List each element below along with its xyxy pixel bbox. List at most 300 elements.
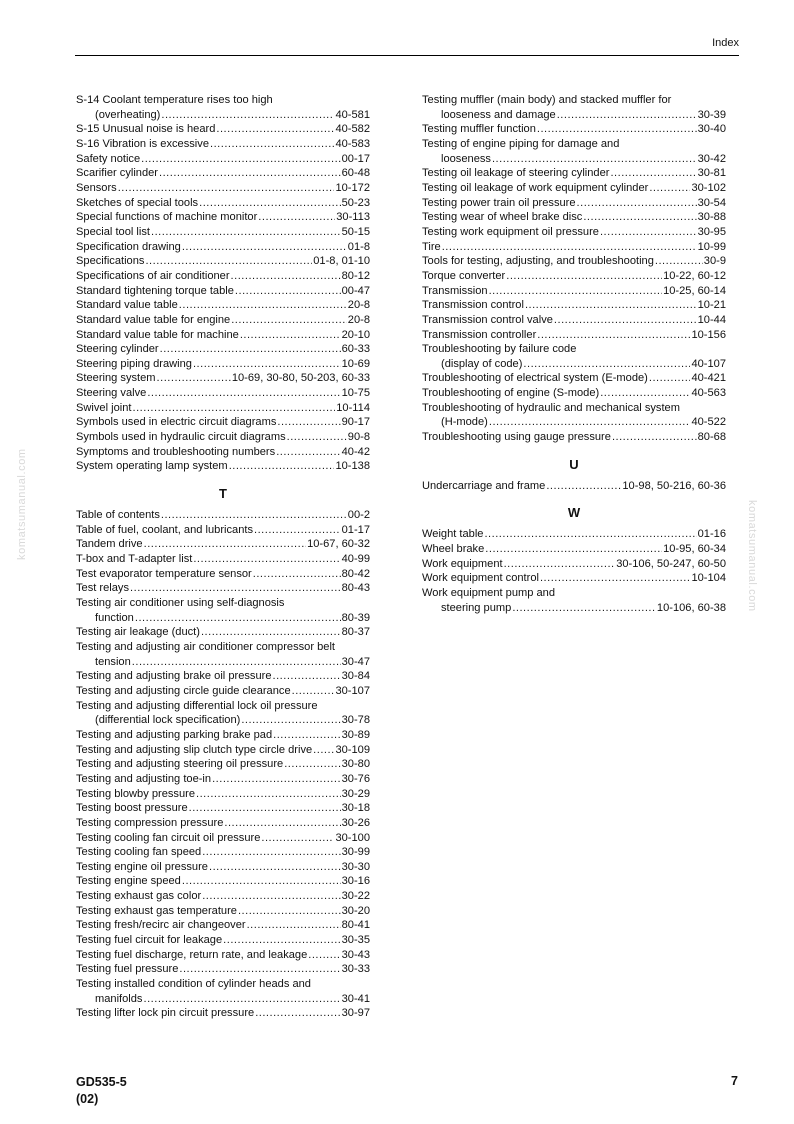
dot-leader [157, 371, 231, 386]
index-entry [422, 586, 726, 615]
index-entry [76, 240, 370, 255]
index-entry-title: Weight table [422, 528, 484, 541]
index-entry [76, 581, 370, 596]
dot-leader [284, 757, 340, 772]
dot-leader [147, 386, 340, 401]
dot-leader [199, 196, 341, 211]
index-entry-line [76, 313, 370, 328]
dot-leader [202, 845, 340, 860]
index-entry-title: Sensors [76, 181, 117, 194]
index-entry-page: 10-21 [697, 299, 726, 312]
index-group-s [76, 93, 370, 474]
dot-leader [159, 166, 341, 181]
index-entry-title: Standard tightening torque table [76, 284, 234, 297]
index-entry-page: 20-10 [341, 328, 370, 341]
index-entry [76, 298, 370, 313]
index-entry-page: 30-35 [341, 934, 370, 947]
index-entry-title: Symbols used in electric circuit diagrams [76, 416, 277, 429]
index-entry [76, 166, 370, 181]
index-entry-title: S-16 Vibration is excessive [76, 137, 209, 150]
index-entry-title: Standard value table [76, 299, 178, 312]
index-entry [76, 640, 370, 669]
index-entry-page: 30-95 [697, 225, 726, 238]
index-entry-line [76, 166, 370, 181]
index-entry-page: 30-113 [336, 211, 370, 224]
index-entry-line [76, 137, 370, 152]
index-entry [76, 284, 370, 299]
index-entry-title: Testing boost pressure [76, 802, 188, 815]
index-entry-line [76, 713, 370, 728]
dot-leader [489, 284, 663, 299]
index-entry-title: function [95, 611, 134, 624]
dot-leader [253, 567, 341, 582]
index-entry-page: 10-104 [691, 572, 726, 585]
index-entry-title: Testing exhaust gas color [76, 890, 202, 903]
index-entry-line [76, 108, 370, 123]
index-entry-line [422, 415, 726, 430]
index-entry [76, 254, 370, 269]
index-entry-page: 01-17 [341, 523, 370, 536]
index-entry-title: (differential lock specification) [95, 714, 241, 727]
index-entry-page: 30-99 [341, 846, 370, 859]
index-entry-line [76, 523, 370, 538]
index-entry [422, 479, 726, 494]
index-entry-page: 20-8 [347, 313, 370, 326]
index-entry-title: (overheating) [95, 108, 161, 121]
index-entry-title: Testing compression pressure [76, 816, 224, 829]
index-entry [422, 298, 726, 313]
index-entry-title: Testing muffler function [422, 123, 536, 136]
index-entry-page: 10-69 [341, 357, 370, 370]
dot-leader [118, 181, 335, 196]
dot-leader [537, 122, 697, 137]
dot-leader [160, 342, 341, 357]
index-entry-line [76, 210, 370, 225]
index-entry [422, 557, 726, 572]
index-entry-line [422, 196, 726, 211]
index-entry-line [422, 601, 726, 616]
dot-leader [141, 152, 340, 167]
index-entry [422, 571, 726, 586]
index-entry-page: 40-583 [335, 137, 370, 150]
index-entry-line [76, 445, 370, 460]
dot-leader [229, 459, 335, 474]
index-entry-title: Undercarriage and frame [422, 479, 546, 492]
index-entry [422, 181, 726, 196]
index-entry [76, 552, 370, 567]
index-entry-line [76, 787, 370, 802]
index-entry-title: S-15 Unusual noise is heard [76, 123, 216, 136]
index-entry [76, 977, 370, 1006]
index-entry-title: Testing and adjusting toe-in [76, 772, 212, 785]
index-entry-title: Troubleshooting using gauge pressure [422, 431, 611, 444]
dot-leader [161, 508, 347, 523]
index-entry-page: 80-42 [341, 567, 370, 580]
index-entry [422, 430, 726, 445]
index-entry-page: 30-42 [697, 152, 726, 165]
index-entry-heading-line: Testing of engine piping for damage and [422, 137, 620, 150]
index-entry-line [76, 328, 370, 343]
index-entry-line [76, 655, 370, 670]
index-entry [422, 196, 726, 211]
watermark-right: komatsumanual.com [746, 500, 758, 612]
index-group-t-continued [422, 93, 726, 445]
dot-leader [209, 860, 341, 875]
footer-page-number: 7 [731, 1074, 738, 1088]
index-entry-heading-line: Work equipment pump and [422, 587, 555, 600]
index-entry [76, 225, 370, 240]
index-entry-line [76, 357, 370, 372]
index-entry [422, 240, 726, 255]
index-group-t [76, 508, 370, 1021]
index-entry-title: Testing and adjusting slip clutch type circle drive [76, 743, 313, 756]
index-entry-title: Transmission controller [422, 328, 537, 341]
dot-leader [484, 527, 696, 542]
index-entry-page: 30-18 [341, 802, 370, 815]
index-entry-line [76, 342, 370, 357]
index-entry [76, 728, 370, 743]
index-entry-title: Testing engine speed [76, 875, 181, 888]
index-entry-title: Testing fuel discharge, return rate, and leakage [76, 948, 308, 961]
index-entry-title: Transmission control valve [422, 313, 553, 326]
index-entry-title: Testing fuel pressure [76, 963, 179, 976]
index-entry [422, 313, 726, 328]
index-entry [76, 371, 370, 386]
index-entry-heading-line: S-14 Coolant temperature rises too high [76, 94, 273, 106]
index-entry-title: Testing and adjusting circle guide clearance [76, 684, 291, 697]
index-entry-page: 40-563 [691, 387, 726, 400]
index-entry-page: 60-48 [341, 167, 370, 180]
index-entry-line [422, 108, 726, 123]
dot-leader [193, 552, 340, 567]
dot-leader [202, 889, 340, 904]
header-section-label: Index [712, 37, 739, 49]
index-group-u [422, 479, 726, 494]
dot-leader [182, 874, 341, 889]
index-entry-page: 01-16 [697, 528, 726, 541]
index-entry-page: 40-522 [691, 416, 726, 429]
index-entry-line [76, 611, 370, 626]
footer-model [76, 1074, 127, 1108]
index-entry-title: Table of contents [76, 509, 160, 522]
index-entry [76, 918, 370, 933]
index-entry-page: 90-8 [347, 431, 370, 444]
index-entry-title: Testing cooling fan circuit oil pressure [76, 831, 261, 844]
index-entry-line [76, 152, 370, 167]
index-entry-title: Table of fuel, coolant, and lubricants [76, 523, 253, 536]
index-entry-line [76, 225, 370, 240]
dot-leader [485, 542, 662, 557]
dot-leader [201, 625, 341, 640]
index-entry-title: looseness and damage [441, 108, 556, 121]
dot-leader [212, 772, 341, 787]
dot-leader [210, 137, 334, 152]
index-entry [76, 801, 370, 816]
index-entry-title: Testing blowby pressure [76, 787, 196, 800]
index-entry [76, 567, 370, 582]
index-entry-line [76, 669, 370, 684]
index-entry-page: 10-99 [697, 240, 726, 253]
index-entry-title: Symbols used in hydraulic circuit diagrams [76, 431, 286, 444]
index-entry [76, 328, 370, 343]
index-entry-line [422, 152, 726, 167]
index-entry-page: 80-41 [341, 919, 370, 932]
index-entry-title: Wheel brake [422, 543, 485, 556]
index-entry-line [76, 284, 370, 299]
dot-leader [224, 816, 340, 831]
dot-leader [600, 386, 690, 401]
index-entry-title: Tire [422, 240, 441, 253]
index-entry-line [76, 904, 370, 919]
header-rule [75, 55, 739, 56]
index-entry-page: 30-89 [341, 728, 370, 741]
dot-leader [240, 328, 341, 343]
index-entry-line [422, 542, 726, 557]
index-entry-page: 10-22, 60-12 [663, 269, 726, 282]
dot-leader [196, 787, 341, 802]
index-entry [422, 386, 726, 401]
index-entry-line [422, 328, 726, 343]
index-entry [422, 166, 726, 181]
index-entry [422, 527, 726, 542]
index-entry-line [76, 948, 370, 963]
index-entry-page: 01-8 [347, 240, 370, 253]
index-entry-title: Testing cooling fan speed [76, 846, 202, 859]
index-entry-page: 10-44 [697, 313, 726, 326]
dot-leader [554, 313, 697, 328]
dot-leader [179, 298, 347, 313]
index-entry-title: manifolds [95, 992, 143, 1005]
index-entry-title: Work equipment control [422, 572, 539, 585]
index-entry-line [422, 254, 726, 269]
index-entry-title: Troubleshooting of electrical system (E-mode) [422, 372, 648, 385]
index-entry-page: 30-100 [335, 831, 370, 844]
index-entry-page: 30-88 [697, 211, 726, 224]
index-entry [76, 137, 370, 152]
section-heading-w: W [567, 505, 581, 521]
index-entry [76, 415, 370, 430]
index-entry [76, 757, 370, 772]
watermark-left: komatsumanual.com [16, 448, 28, 560]
index-entry-title: Specifications [76, 255, 145, 268]
index-entry-page: 01-8, 01-10 [313, 255, 370, 268]
index-entry [76, 181, 370, 196]
index-column-right [422, 93, 726, 615]
index-entry [76, 357, 370, 372]
index-entry-title: Testing exhaust gas temperature [76, 904, 237, 917]
index-entry-line [76, 122, 370, 137]
dot-leader [287, 430, 347, 445]
dot-leader [130, 581, 341, 596]
index-entry-line [76, 254, 370, 269]
index-entry-line [76, 537, 370, 552]
index-entry-title: Specifications of air conditioner [76, 269, 230, 282]
index-entry-page: 40-107 [691, 357, 726, 370]
index-entry [76, 430, 370, 445]
dot-leader [525, 298, 697, 313]
dot-leader [238, 904, 341, 919]
index-entry [76, 523, 370, 538]
dot-leader [182, 240, 347, 255]
dot-leader [649, 371, 691, 386]
index-entry-line [76, 181, 370, 196]
index-entry [76, 669, 370, 684]
index-entry-title: tension [95, 655, 131, 668]
index-entry-line [76, 269, 370, 284]
index-entry [76, 459, 370, 474]
index-entry [76, 845, 370, 860]
index-entry-page: 10-138 [335, 460, 370, 473]
index-entry-title: Testing engine oil pressure [76, 860, 208, 873]
index-entry-title: Specification drawing [76, 240, 181, 253]
dot-leader [133, 401, 336, 416]
index-entry [76, 386, 370, 401]
section-heading-u: U [569, 456, 579, 472]
dot-leader [247, 918, 341, 933]
dot-leader [216, 122, 334, 137]
index-entry-line [422, 284, 726, 299]
index-entry [76, 196, 370, 211]
index-entry-line [76, 816, 370, 831]
dot-leader [577, 196, 697, 211]
index-entry-page: 30-106, 50-247, 60-50 [616, 557, 726, 570]
dot-leader [231, 269, 341, 284]
index-entry-page: 30-109 [335, 743, 370, 756]
index-entry-line [76, 298, 370, 313]
index-entry-title: Test evaporator temperature sensor [76, 567, 252, 580]
index-entry-page: 80-39 [341, 611, 370, 624]
index-entry-title: Steering system [76, 372, 156, 385]
dot-leader [255, 1006, 340, 1021]
index-entry-page: 30-16 [341, 875, 370, 888]
index-entry [422, 371, 726, 386]
index-entry-title: Testing and adjusting brake oil pressure [76, 670, 272, 683]
index-entry-title: Testing lifter lock pin circuit pressure [76, 1007, 255, 1020]
index-entry [422, 210, 726, 225]
index-entry-line [76, 1006, 370, 1021]
index-entry [76, 933, 370, 948]
index-entry-title: Test relays [76, 582, 130, 595]
index-entry-line [76, 992, 370, 1007]
index-entry-title: Safety notice [76, 152, 141, 165]
index-entry [76, 889, 370, 904]
index-entry-page: 80-37 [341, 626, 370, 639]
index-entry-line [422, 122, 726, 137]
index-entry-line [422, 181, 726, 196]
index-entry-page: 10-95, 60-34 [663, 543, 726, 556]
index-entry-page: 30-33 [341, 963, 370, 976]
index-entry-page: 30-102 [691, 181, 726, 194]
index-entry-title: Tandem drive [76, 538, 143, 551]
index-entry-line [76, 918, 370, 933]
index-entry-heading-line: Testing air conditioner using self-diagnosis [76, 597, 285, 609]
index-entry-title: Standard value table for engine [76, 313, 231, 326]
index-entry-title: Transmission control [422, 299, 524, 312]
index-entry-title: Testing and adjusting steering oil pressure [76, 758, 284, 771]
index-entry-page: 30-30 [341, 860, 370, 873]
dot-leader [557, 108, 697, 123]
index-entry-title: (H-mode) [441, 416, 488, 429]
index-entry [76, 816, 370, 831]
index-entry-line [76, 552, 370, 567]
index-entry-line [422, 386, 726, 401]
index-entry [76, 93, 370, 122]
index-entry-line [422, 166, 726, 181]
index-entry [76, 948, 370, 963]
index-entry-title: Testing fuel circuit for leakage [76, 934, 223, 947]
index-entry-line [76, 801, 370, 816]
index-entry-page: 30-29 [341, 787, 370, 800]
dot-leader [254, 523, 341, 538]
index-entry-line [76, 625, 370, 640]
index-entry [76, 860, 370, 875]
index-entry [76, 684, 370, 699]
index-entry-page: 30-39 [697, 108, 726, 121]
index-entry-title: Standard value table for machine [76, 328, 239, 341]
index-entry-page: 40-99 [341, 553, 370, 566]
index-entry-title: T-box and T-adapter list [76, 553, 193, 566]
index-entry-page: 30-84 [341, 670, 370, 683]
dot-leader [179, 962, 340, 977]
index-entry-page: 40-581 [335, 108, 370, 121]
index-entry-line [76, 567, 370, 582]
index-entry-line [422, 571, 726, 586]
index-entry-line [76, 728, 370, 743]
index-entry-page: 30-41 [341, 992, 370, 1005]
index-entry-line [76, 889, 370, 904]
index-entry-line [422, 371, 726, 386]
index-entry-page: 30-54 [697, 196, 726, 209]
index-entry-title: Steering piping drawing [76, 357, 192, 370]
index-entry [422, 225, 726, 240]
index-entry-page: 40-42 [341, 445, 370, 458]
index-entry-page: 80-68 [697, 431, 726, 444]
dot-leader [277, 415, 340, 430]
index-entry-page: 10-114 [336, 401, 370, 414]
index-entry-page: 30-22 [341, 890, 370, 903]
index-entry-heading-line: Testing and adjusting differential lock oil pressure [76, 699, 318, 712]
index-entry-title: Special functions of machine monitor [76, 211, 258, 224]
index-entry-line [422, 269, 726, 284]
dot-leader [241, 713, 340, 728]
dot-leader [144, 537, 306, 552]
index-entry [76, 342, 370, 357]
dot-leader [523, 357, 690, 372]
index-entry-title: Scarifier cylinder [76, 167, 158, 180]
dot-leader [512, 601, 656, 616]
dot-leader [313, 743, 334, 758]
dot-leader [135, 611, 341, 626]
index-entry-line [76, 581, 370, 596]
index-entry [76, 699, 370, 728]
index-entry [422, 401, 726, 430]
index-entry [76, 772, 370, 787]
dot-leader [537, 328, 690, 343]
index-entry-page: 40-582 [335, 123, 370, 136]
index-entry [76, 508, 370, 523]
index-entry-page: 60-33 [341, 343, 370, 356]
index-entry-line [76, 508, 370, 523]
index-entry-page: 10-98, 50-216, 60-36 [622, 479, 726, 492]
index-entry-line [76, 831, 370, 846]
index-entry-page: 80-43 [341, 582, 370, 595]
index-entry-line [422, 313, 726, 328]
index-entry-line [422, 527, 726, 542]
dot-leader [273, 728, 341, 743]
index-entry-line [76, 196, 370, 211]
footer-model-name: GD535-5 [76, 1075, 127, 1089]
index-entry-title: System operating lamp system [76, 460, 228, 473]
